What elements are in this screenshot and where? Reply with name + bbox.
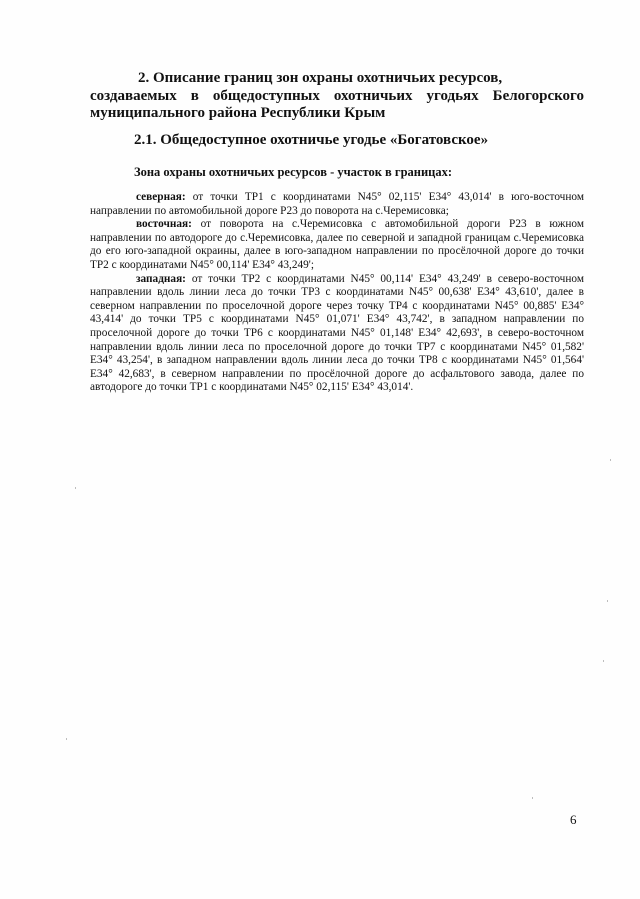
boundary-direction-label: северная: [136,191,186,203]
boundary-north [90,191,584,218]
subsection-heading: 2.1. Общедоступное охотничье угодье «Богатовское» [134,132,489,148]
zone-title: Зона охраны охотничьих ресурсов - участок в границах: [134,165,453,179]
boundary-text: от поворота на с.Черемисовка с автомобильной дороги Р23 в южном направлении по автодороге до с.Черемисовка, далее по северной и западной границам с.Черемисовка до его юго-западной окраины, далее в юго-западном направлении по просёлочной дороге до точки ТР2 с координатами N45° 00,114' E34° 43,249'; [90,218,584,271]
scan-speck [610,459,611,461]
section-heading-rest: создаваемых в общедоступных охотничьих угодьях Белогорского муниципального района Республики Крым [90,87,584,121]
scan-speck [66,738,67,740]
page-number: 6 [570,812,577,827]
scan-speck [607,600,608,602]
boundary-direction-label: западная: [136,272,186,285]
boundary-text: от точки ТР2 с координатами N45° 00,114' E34° 43,249' в северо-восточном направлении вдоль линии леса до точки ТР3 с координатами N45° 00,638' E34° 43,610', далее в северном направлении по проселочной дороге через точку ТР4 с координатами N45° 00,885' E34° 43,414' до точки ТР5 с координатами N45° 01,071' E34° 43,742', в западном направлении по проселочной дороге до точки ТР6 с координатами N45° 01,148' E34° 42,693', в северо-восточном направлении вдоль линии леса по проселочной дороге до точки ТР7 с координатами N45° 01,582' E34° 43,254', в западном направлении вдоль линии леса до точки ТР8 с координатами N45° 01,564' E34° 42,683', в северном направлении по просёлочной дороге до асфальтового завода, далее по автодороге до точки ТР1 с координатами N45° 02,115' E34° 43,014'. [90,272,584,394]
boundaries-description [90,191,584,395]
section-heading [90,70,584,123]
scan-speck [532,797,533,799]
boundary-west [90,273,584,395]
boundary-text: от точки ТР1 с координатами N45° 02,115' E34° 43,014' в юго-восточном направлении по автомобильной дороге Р23 до поворота на с.Черемисовка; [90,191,584,217]
scan-speck [75,487,76,489]
section-heading-line1: 2. Описание границ зон охраны охотничьих ресурсов, [138,70,503,86]
scan-speck [603,660,604,662]
boundary-direction-label: восточная: [136,218,192,231]
boundary-east [90,218,584,272]
